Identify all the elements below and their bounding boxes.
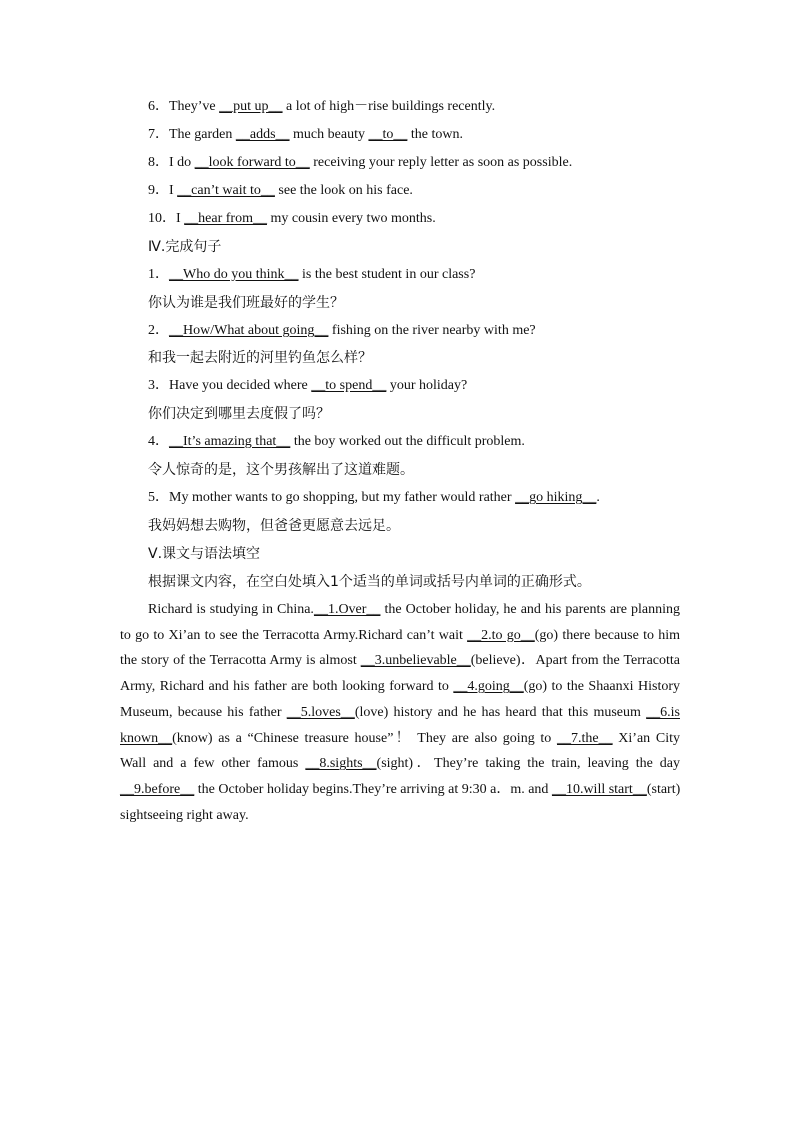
question-7: [148, 125, 463, 145]
question-text: my cousin every two months.: [266, 211, 436, 226]
answer-blank: __to__: [368, 127, 408, 142]
passage-text: to go to Xi’an to see the Terracotta Army.Richard can’t wait: [120, 627, 468, 643]
passage-text: Army, Richard and his father are both looking forward to: [120, 679, 454, 695]
passage-text: (sight)．They’re taking the train, leaving the day: [376, 756, 681, 772]
passage-text: (go) to the Shaanxi History: [523, 679, 680, 695]
answer-blank: __It’s amazing that__: [169, 434, 291, 449]
passage-line: [120, 674, 680, 700]
answer-blank: __8.sights__: [305, 756, 377, 772]
question-text: receiving your reply letter as soon as possible.: [309, 155, 573, 170]
passage-text: the October holiday, he and his parents are planning: [380, 602, 680, 617]
translation-2: 和我一起去附近的河里钓鱼怎么样？: [148, 350, 372, 366]
question-text: 10．I: [148, 211, 185, 226]
question-6: [148, 97, 495, 117]
question-text: 1．: [148, 267, 169, 282]
answer-blank: __put up__: [219, 99, 283, 114]
answer-blank: __can’t wait to__: [177, 183, 275, 198]
answer-blank: __2.to go__: [467, 627, 535, 643]
passage-line: [120, 623, 680, 649]
answer-blank: known__: [120, 730, 173, 746]
question-text: the boy worked out the difficult problem.: [290, 434, 525, 449]
question-text: 9．I: [148, 183, 178, 198]
passage-line: [120, 751, 680, 777]
passage-text: Richard is studying in China.: [148, 602, 314, 617]
sentence-1: [148, 265, 475, 285]
answer-blank: __6.is: [646, 704, 680, 720]
cloze-passage: [120, 597, 680, 828]
question-text: 2．: [148, 323, 169, 338]
passage-text: Museum, because his father: [120, 704, 287, 720]
passage-text: Xi’an City: [612, 730, 680, 746]
question-text: .: [596, 490, 600, 505]
question-text: 8．I do: [148, 155, 195, 170]
passage-text: the October holiday begins.They’re arriving at 9:30 a．m. and: [194, 781, 552, 797]
sentence-4: [148, 432, 525, 452]
section-5-title: Ⅴ.课文与语法填空: [148, 546, 261, 562]
question-text: 4．: [148, 434, 169, 449]
passage-line: [120, 700, 680, 726]
question-9: [148, 181, 413, 201]
answer-blank: __go hiking__: [515, 490, 597, 505]
translation-4: 令人惊奇的是，这个男孩解出了这道难题。: [148, 462, 414, 478]
passage-text: the story of the Terracotta Army is almost: [120, 653, 361, 669]
answer-blank: __5.loves__: [286, 704, 355, 720]
question-10: [148, 209, 436, 229]
answer-blank: __hear from__: [184, 211, 267, 226]
question-text: see the look on his face.: [274, 183, 413, 198]
question-text: is the best student in our class?: [298, 267, 476, 282]
answer-blank: __10.will start__: [551, 781, 647, 797]
answer-blank: __to spend__: [311, 378, 387, 393]
passage-line: [120, 803, 680, 829]
passage-text: (go) there because to him: [534, 627, 680, 643]
passage-text: Wall and a few other famous: [120, 756, 306, 772]
question-text: 6．They’ve: [148, 99, 220, 114]
translation-5: 我妈妈想去购物，但爸爸更愿意去远足。: [148, 518, 400, 534]
answer-blank: __Who do you think__: [169, 267, 299, 282]
answer-blank: __9.before__: [120, 781, 195, 797]
question-text: the town.: [407, 127, 463, 142]
answer-blank: __1.Over__: [313, 602, 381, 617]
answer-blank: __4.going__: [453, 679, 524, 695]
question-text: fishing on the river nearby with me?: [328, 323, 536, 338]
question-text: much beauty: [289, 127, 369, 142]
passage-text: (start): [646, 781, 681, 797]
sentence-2: [148, 321, 536, 341]
passage-line: [120, 777, 680, 803]
question-text: your holiday?: [386, 378, 468, 393]
answer-blank: __How/What about going__: [169, 323, 329, 338]
question-text: 5．My mother wants to go shopping, but my father would rather: [148, 490, 516, 505]
passage-line: [120, 726, 680, 752]
translation-3: 你们决定到哪里去度假了吗？: [148, 406, 330, 422]
question-text: 7．The garden: [148, 127, 236, 142]
question-text: 3．Have you decided where: [148, 378, 312, 393]
question-8: [148, 153, 572, 173]
passage-line: [120, 597, 680, 623]
answer-blank: __3.unbelievable__: [360, 653, 471, 669]
section-4-title: Ⅳ.完成句子: [148, 239, 222, 255]
passage-text: (believe)．Apart from the Terracotta: [470, 653, 680, 669]
translation-1: 你认为谁是我们班最好的学生？: [148, 295, 344, 311]
answer-blank: __7.the__: [556, 730, 613, 746]
passage-line: [120, 648, 680, 674]
answer-blank: __look forward to__: [194, 155, 310, 170]
answer-blank: __adds__: [235, 127, 290, 142]
question-text: a lot of high－rise buildings recently.: [282, 99, 496, 114]
passage-text: sightseeing right away.: [120, 807, 249, 823]
section-5-instruction: 根据课文内容，在空白处填入1个适当的单词或括号内单词的正确形式。: [148, 574, 591, 590]
passage-text: (know) as a “Chinese treasure house”！ They are also going to: [172, 730, 557, 746]
sentence-5: [148, 488, 600, 508]
sentence-3: [148, 376, 467, 396]
passage-text: (love) history and he has heard that this museum: [354, 704, 647, 720]
